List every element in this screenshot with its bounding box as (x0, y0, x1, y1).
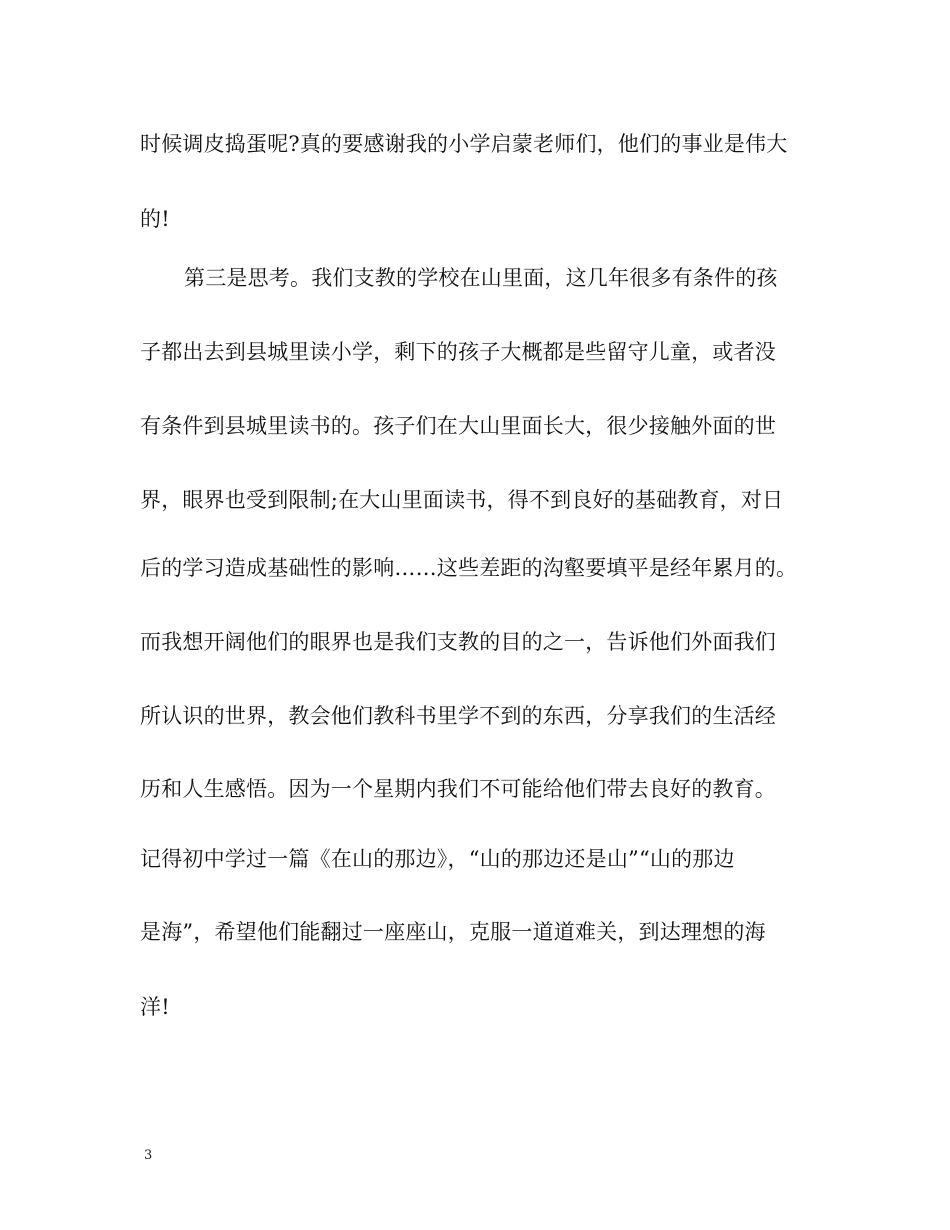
text-line-6: 界，眼界也受到限制;在大山里面读书，得不到良好的基础教育，对日 (140, 488, 784, 512)
page-number: 3 (144, 1148, 153, 1163)
text-line-1: 时候调皮捣蛋呢?真的要感谢我的小学启蒙老师们，他们的事业是伟大 (140, 132, 788, 156)
text-line-7: 后的学习造成基础性的影响……这些差距的沟壑要填平是经年累月的。 (140, 556, 798, 580)
text-line-13: 洋! (140, 995, 170, 1019)
text-line-3: 第三是思考。我们支教的学校在山里面，这几年很多有条件的孩 (184, 266, 778, 290)
text-line-9: 所认识的世界，教会他们教科书里学不到的东西，分享我们的生活经 (140, 704, 776, 728)
text-line-12: 是海”，希望他们能翻过一座座山，克服一道道难关，到达理想的海 (140, 920, 766, 944)
text-line-10: 历和人生感悟。因为一个星期内我们不可能给他们带去良好的教育。 (140, 777, 776, 801)
text-line-8: 而我想开阔他们的眼界也是我们支教的目的之一，告诉他们外面我们 (140, 630, 776, 654)
text-line-5: 有条件到县城里读书的。孩子们在大山里面长大，很少接触外面的世 (140, 414, 776, 438)
text-line-11: 记得初中学过一篇《在山的那边》，“山的那边还是山”“山的那边 (140, 847, 735, 871)
text-line-4: 子都出去到县城里读小学，剩下的孩子大概都是些留守儿童，或者没 (140, 340, 776, 364)
text-line-2: 的! (140, 207, 170, 231)
